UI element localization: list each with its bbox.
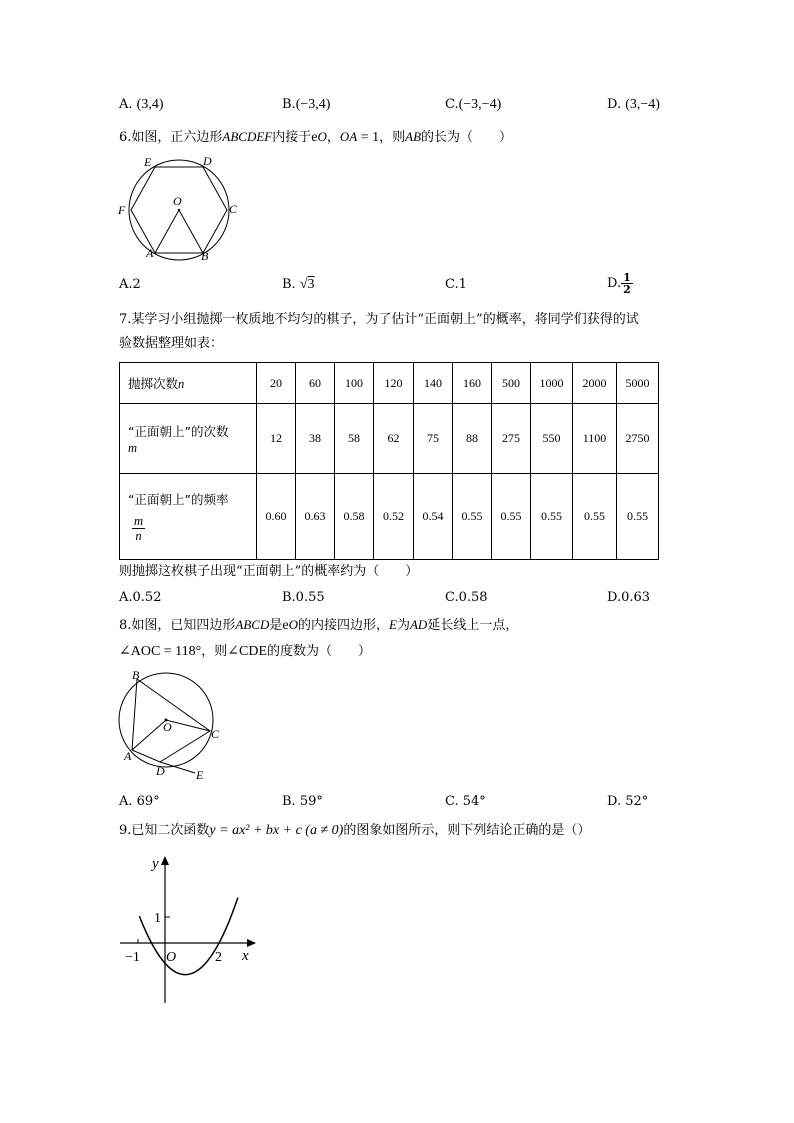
label-e: E [144, 155, 152, 169]
table-cell: 120 [374, 363, 414, 404]
row2-header: “正面朝上”的次数 m [120, 404, 257, 474]
table-cell: 140 [414, 363, 453, 404]
q7-option-a: A.0.52 [119, 590, 162, 605]
q6-option-d: D. $\frac{1}{2}$ [607, 271, 631, 296]
table-cell: 275 [492, 404, 531, 474]
q8-option-c: C. 54° [445, 794, 486, 809]
q7-option-b: B.0.55 [282, 590, 325, 605]
label-o: O [163, 720, 172, 734]
table-row-frequency [120, 474, 659, 560]
table-row-throws [120, 363, 659, 404]
label-c: C [211, 727, 220, 741]
table-row-heads [120, 404, 659, 474]
q8-option-a: A. 69° [119, 794, 160, 809]
table-cell: 12 [257, 404, 296, 474]
table-cell: 0.55 [573, 474, 617, 560]
label-y: y [152, 856, 159, 872]
q7-stem-line1: 7.某学习小组抛掷一枚质地不均匀的棋子，为了估计“正面朝上”的概率，将同学们获得的试 [119, 312, 639, 327]
q8-stem-line2: ∠AOC = 118°，则∠CDE的度数为（ ） [119, 644, 372, 659]
table-cell: 2000 [573, 363, 617, 404]
q9-stem: 9.已知二次函数y = ax² + bx + c (a ≠ 0)的图象如图所示，则下列结论正确的是（） [119, 823, 591, 838]
q9-parabola-graph [115, 848, 265, 1008]
table-cell: 0.55 [617, 474, 659, 560]
label-f: F [118, 203, 126, 217]
table-cell: 5000 [617, 363, 659, 404]
table-cell: 1000 [531, 363, 573, 404]
row3-header: “正面朝上”的频率 $\frac{m}{n}$ [120, 474, 257, 560]
label-o: O [173, 194, 182, 208]
table-cell: 0.52 [374, 474, 414, 560]
q8-option-d: D. 52° [607, 794, 649, 809]
table-cell: 88 [453, 404, 492, 474]
label-a: A [146, 246, 154, 260]
table-cell: 0.63 [296, 474, 335, 560]
label-b: B [201, 249, 209, 263]
label-d: D [203, 154, 212, 168]
x-axis-arrow [247, 939, 256, 947]
label-a: A [124, 749, 132, 763]
table-cell: 500 [492, 363, 531, 404]
table-cell: 62 [374, 404, 414, 474]
q6-option-a: A.2 [119, 277, 141, 292]
table-cell: 0.54 [414, 474, 453, 560]
q8-option-b: B. 59° [282, 794, 323, 809]
table-cell: 160 [453, 363, 492, 404]
table-cell: 0.55 [453, 474, 492, 560]
q7-stem-line2: 验数据整理如表： [119, 336, 224, 351]
table-cell: 100 [335, 363, 374, 404]
table-cell: 38 [296, 404, 335, 474]
q7-option-d: D.0.63 [607, 590, 651, 605]
label-c: C [229, 202, 238, 216]
table-cell: 60 [296, 363, 335, 404]
label-one: 1 [154, 911, 161, 926]
table-cell: 75 [414, 404, 453, 474]
table-cell: 0.55 [531, 474, 573, 560]
q5-option-c: C.(−3,−4) [445, 97, 502, 112]
table-cell: 0.55 [492, 474, 531, 560]
table-cell: 20 [257, 363, 296, 404]
label-x: x [242, 948, 249, 964]
table-cell: 2750 [617, 404, 659, 474]
label-origin: O [166, 950, 177, 965]
q7-question: 则抛掷这枚棋子出现“正面朝上”的概率约为（ ） [119, 564, 419, 579]
q8-quadrilateral-figure [115, 668, 245, 783]
table-cell: 0.60 [257, 474, 296, 560]
q7-data-table [119, 362, 659, 560]
label-two: 2 [215, 950, 222, 965]
table-cell: 0.58 [335, 474, 374, 560]
table-cell: 550 [531, 404, 573, 474]
label-d: D [156, 764, 165, 778]
q5-option-a: A. (3,4) [119, 97, 164, 112]
row1-header: 抛掷次数n [120, 363, 257, 404]
parabola-curve [139, 898, 238, 975]
label-e: E [196, 768, 204, 782]
label-neg-one: −1 [125, 950, 140, 965]
q7-option-c: C.0.58 [445, 590, 488, 605]
q6-option-b: B. √3 [282, 277, 315, 292]
label-b: B [132, 668, 140, 682]
q8-stem-line1: 8.如图，已知四边形ABCD是eO的内接四边形，E为AD延长线上一点， [119, 617, 519, 633]
q6-stem: 6.如图，正六边形ABCDEF内接于eO，OA = 1，则AB的长为（ ） [119, 129, 513, 145]
table-cell: 1100 [573, 404, 617, 474]
q6-hexagon-figure [112, 150, 252, 265]
q5-option-b: B.(−3,4) [282, 97, 331, 112]
table-cell: 58 [335, 404, 374, 474]
y-axis-arrow [161, 856, 169, 865]
q6-option-c: C.1 [445, 277, 467, 292]
q5-option-d: D. (3,−4) [607, 97, 660, 112]
